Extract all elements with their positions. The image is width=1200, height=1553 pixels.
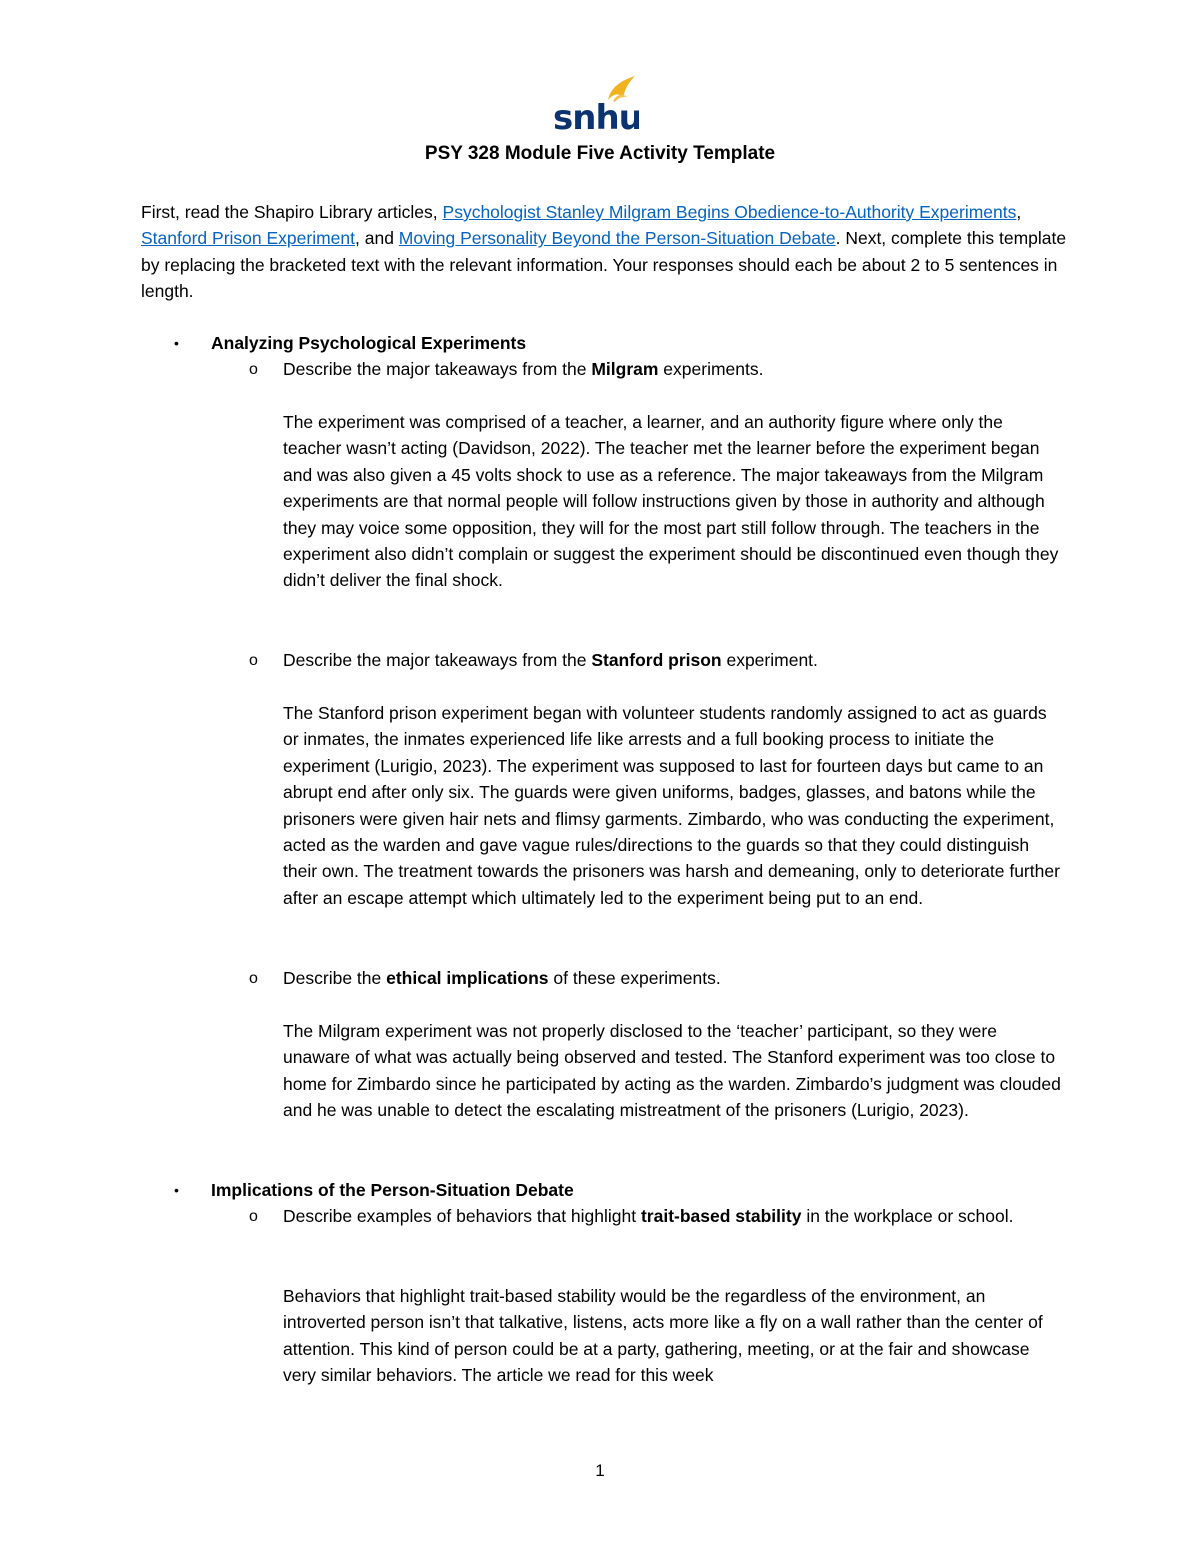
section-heading-person-situation: Implications of the Person-Situation Debate xyxy=(211,1180,574,1200)
page-title: PSY 328 Module Five Activity Template xyxy=(424,143,776,164)
question-emphasis: trait-based stability xyxy=(640,1206,802,1226)
answer-ethics: The Milgram experiment was not properly disclosed to the ‘teacher’ participant, so they were unaware of what was actually being observed and tested. The Stanford experiment was too close to home for Zimbardo since he participated by acting as the warden. Zimbardo’s judgment was clouded and he was unable to detect the escalating mistreatment of the prisoners (Lurigio, 2023). xyxy=(283,1021,1061,1121)
question-text: Describe examples of behaviors that highlight xyxy=(283,1206,641,1226)
snhu-logo-graphic xyxy=(553,74,639,134)
intro-text-3: , and xyxy=(355,228,399,249)
link-person-situation-article[interactable]: Moving Personality Beyond the Person-Situation Debate xyxy=(398,228,836,249)
intro-text-1: First, read the Shapiro Library articles, xyxy=(141,202,443,222)
sub-bullet-marker: o xyxy=(249,970,258,987)
section-heading-experiments: Analyzing Psychological Experiments xyxy=(211,333,527,353)
intro-text-4: . Next, complete this template by replacing the bracketed text with the relevant information. Your responses should each be about 2 to 5 sentences in length. xyxy=(141,228,1067,302)
intro-paragraph xyxy=(141,199,1071,305)
logo-text: snhu xyxy=(553,98,639,134)
sub-bullet-marker: o xyxy=(249,361,258,378)
question-stanford xyxy=(283,647,1063,673)
question-trait-stability xyxy=(283,1203,1063,1229)
question-text: Describe the major takeaways from the xyxy=(283,650,592,670)
sub-bullet-marker: o xyxy=(249,1208,258,1225)
snhu-logo xyxy=(553,74,639,134)
link-milgram-article[interactable]: Psychologist Stanley Milgram Begins Obedience-to-Authority Experiments xyxy=(442,202,1017,222)
question-text: of these experiments. xyxy=(548,968,721,988)
intro-text-2: , xyxy=(1016,202,1022,222)
answer-trait-stability: Behaviors that highlight trait-based stability would be the regardless of the environment, an introverted person isn’t that talkative, listens, acts more like a fly on a wall rather than the center of attention. This kind of person could be at a party, gathering, meeting, or at the fair and showcase very similar behaviors. The article we read for this week xyxy=(283,1286,1043,1386)
answer-milgram: The experiment was comprised of a teacher, a learner, and an authority figure where only the teacher wasn’t acting (Davidson, 2022). The teacher met the learner before the experiment began and was also given a 45 volts shock to use as a reference. The major takeaways from the Milgram experiments are that normal people will follow instructions given by those in authority and although they may voice some opposition, they will for the most part still follow through. The teachers in the experiment also didn’t complain or suggest the experiment should be discontinued even though they didn’t deliver the final shock. xyxy=(283,412,1059,591)
sub-bullet-marker: o xyxy=(249,652,258,669)
question-emphasis: ethical implications xyxy=(386,968,549,988)
question-emphasis: Stanford prison xyxy=(591,650,722,670)
question-text: Describe the xyxy=(283,968,387,988)
link-stanford-article[interactable]: Stanford Prison Experiment xyxy=(141,228,355,249)
page-number: 1 xyxy=(595,1461,605,1480)
bullet-marker: • xyxy=(174,335,179,351)
answer-stanford: The Stanford prison experiment began with volunteer students randomly assigned to act as guards or inmates, the inmates experienced life like arrests and a full booking process to initiate the experiment (Lurigio, 2023). The experiment was supposed to last for fourteen days but came to an abrupt end after only six. The guards were given uniforms, badges, glasses, and batons while the prisoners were given hair nets and flimsy garments. Zimbardo, who was conducting the experiment, acted as the warden and gave vague rules/directions to the guards so that they could distinguish their own. The treatment towards the prisoners was harsh and demeaning, only to deteriorate further after an escape attempt which ultimately led to the experiment being put to an end. xyxy=(283,703,1060,908)
question-text: Describe the major takeaways from the xyxy=(283,359,592,379)
question-text: in the workplace or school. xyxy=(801,1206,1014,1226)
question-ethics xyxy=(283,965,1063,991)
bullet-marker: • xyxy=(174,1182,179,1198)
question-text: experiment. xyxy=(721,650,818,670)
question-milgram xyxy=(283,356,1063,382)
question-emphasis: Milgram xyxy=(591,359,659,379)
question-text: experiments. xyxy=(658,359,764,379)
